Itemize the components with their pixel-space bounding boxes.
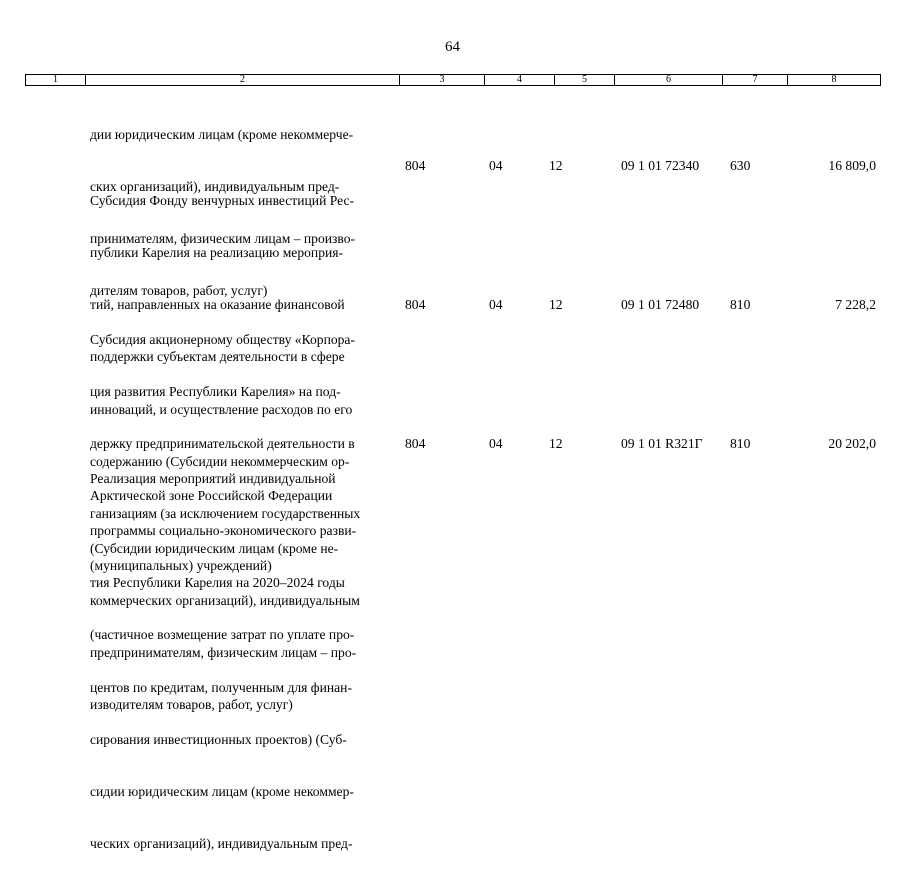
row-description-line: содержанию (Субсидии некоммерческим ор-	[90, 453, 350, 469]
row-description-line: (Субсидии юридическим лицам (кроме не-	[90, 540, 339, 556]
row-description-line: поддержки субъектам деятельности в сфере	[90, 349, 345, 365]
header-col-1: 1	[53, 74, 58, 85]
row-description-line: инноваций, и осуществление расходов по его	[90, 401, 353, 417]
row-description-line: держку предпринимательской деятельности в	[90, 436, 355, 452]
row-description-line: дии юридическим лицам (кроме некоммерче-	[90, 126, 354, 142]
page-number: 64	[445, 39, 460, 55]
row-description-line: центов по кредитам, полученным для финан-	[90, 679, 352, 695]
row-description-line: тий, направленных на оказание финансовой	[90, 297, 345, 313]
row-description-line: сидии юридическим лицам (кроме некоммер-	[90, 784, 354, 800]
section-code: 04	[489, 158, 503, 173]
sum-value: 7 228,2	[835, 297, 876, 312]
article-code: 09 1 01 72340	[621, 158, 700, 173]
article-code: 09 1 01 72480	[621, 297, 700, 312]
subsection-code: 12	[549, 436, 563, 451]
header-col-6: 6	[614, 75, 722, 85]
row-description-line: ция развития Республики Карелия» на под-	[90, 384, 341, 400]
row-description-line: изводителям товаров, работ, услуг)	[90, 697, 293, 713]
sum-value: 20 202,0	[828, 436, 876, 451]
header-col-3: 3	[399, 75, 484, 85]
expense-type-code: 630	[730, 158, 751, 173]
header-col-8: 8	[787, 75, 880, 85]
row-description-line: (муниципальных) учреждений)	[90, 558, 272, 574]
sum-value: 16 809,0	[828, 158, 876, 173]
header-col-4: 4	[484, 75, 554, 85]
expense-type-code: 810	[730, 297, 751, 312]
expense-type-code: 810	[730, 436, 751, 451]
row-description-line: публики Карелия на реализацию мероприя-	[90, 245, 344, 261]
row-description-line: коммерческих организаций), индивидуальным	[90, 592, 360, 608]
admin-code: 804	[405, 158, 426, 173]
row-description-line: Арктической зоне Российской Федерации	[90, 488, 333, 504]
row-description-line: дителям товаров, работ, услуг)	[90, 283, 268, 299]
section-code: 04	[489, 436, 503, 451]
row-description-line: программы социально-экономического разви-	[90, 523, 357, 539]
row-description-line: предпринимателям, физическим лицам – про-	[90, 645, 357, 661]
admin-code: 804	[405, 436, 426, 451]
row-description-line: тия Республики Карелия на 2020–2024 годы	[90, 575, 345, 591]
row-description-line: (частичное возмещение затрат по уплате про-	[90, 627, 355, 643]
subsection-code: 12	[549, 158, 563, 173]
article-code: 09 1 01 R321Г	[621, 436, 703, 451]
row-description-line: Субсидия акционерному обществу «Корпора-	[90, 331, 355, 347]
row-description-line: Субсидия Фонду венчурных инвестиций Рес-	[90, 192, 355, 208]
row-description-line: ских организаций), индивидуальным пред-	[90, 179, 340, 195]
header-col-2: 2	[85, 75, 399, 85]
row-description-line: принимателям, физическим лицам – произво-	[90, 231, 356, 247]
table-header-row	[25, 74, 881, 86]
row-description	[90, 435, 395, 888]
row-description-line: сирования инвестиционных проектов) (Суб-	[90, 731, 347, 747]
header-col-5: 5	[554, 75, 614, 85]
row-description-line: Реализация мероприятий индивидуальной	[90, 470, 336, 486]
admin-code: 804	[405, 297, 426, 312]
subsection-code: 12	[549, 297, 563, 312]
row-description-line: ганизациям (за исключением государственных	[90, 506, 361, 522]
row-description-line: ческих организаций), индивидуальным пред-	[90, 836, 353, 852]
section-code: 04	[489, 297, 503, 312]
header-col-7: 7	[722, 75, 787, 85]
